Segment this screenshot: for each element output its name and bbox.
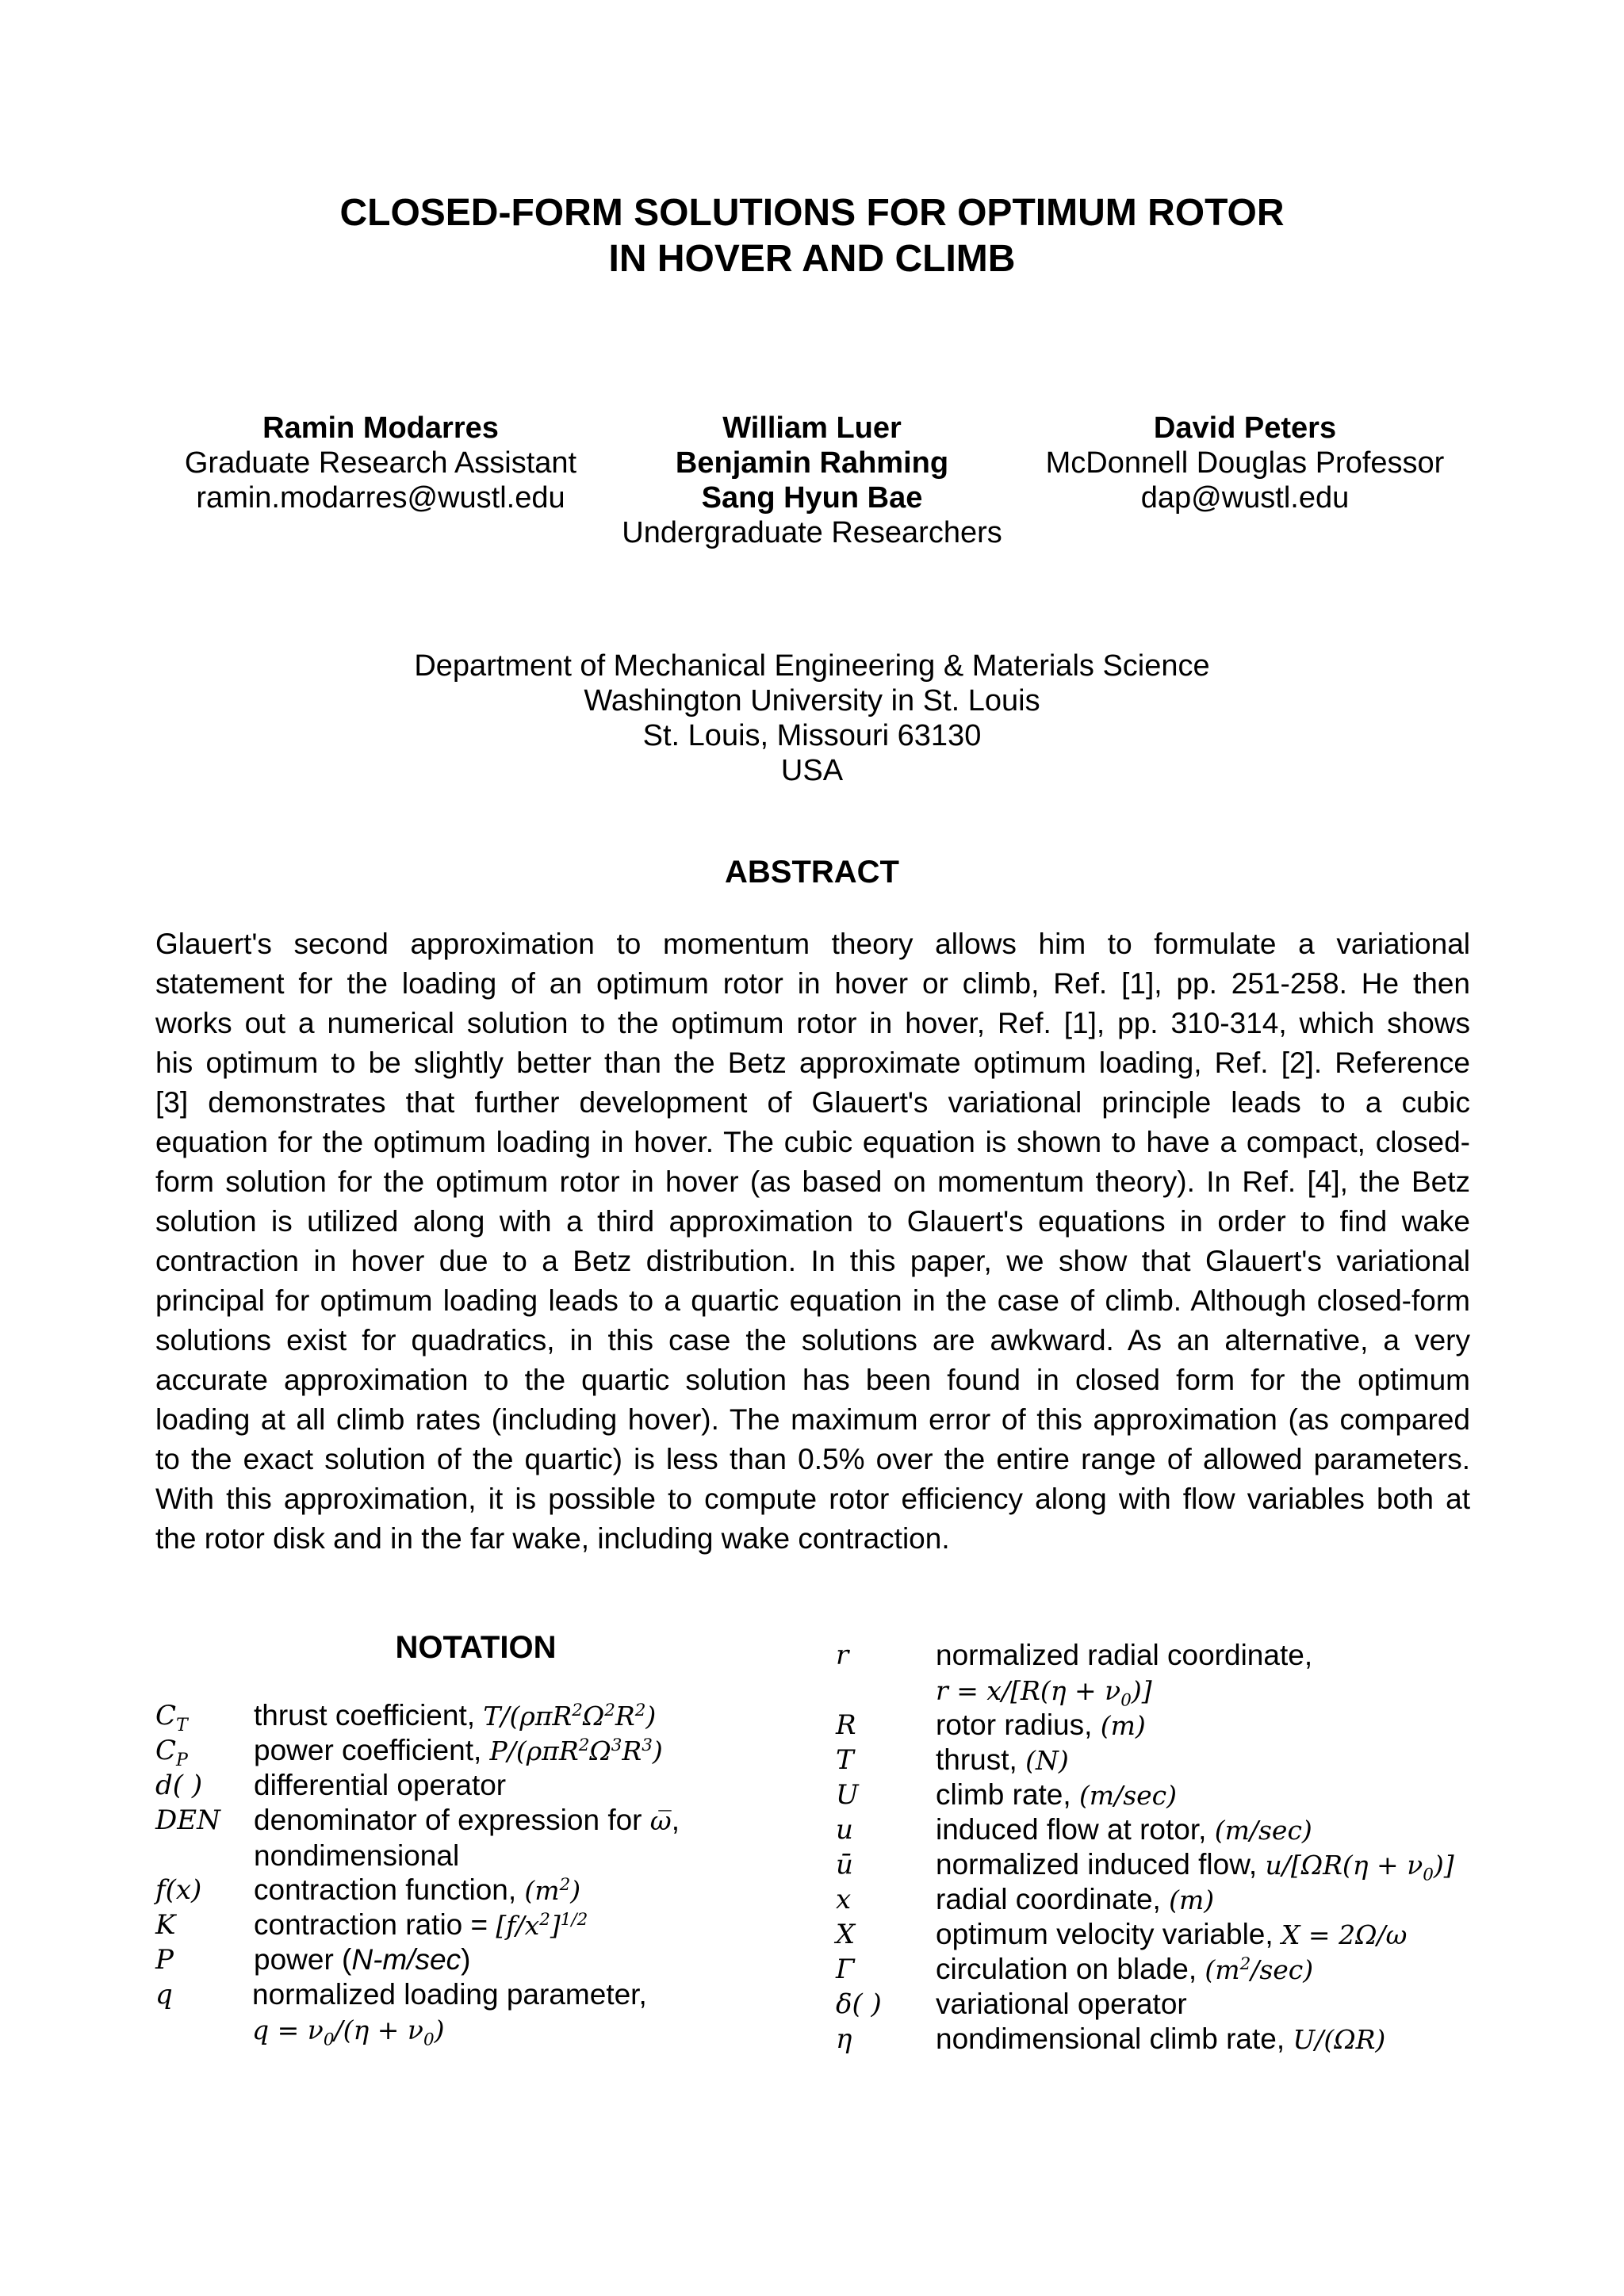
author-name: Benjamin Rahming <box>675 446 949 480</box>
abstract-line: form solution for the optimum rotor in hover (as based on momentum theory). In Ref. [4], the Betz <box>155 1165 1470 1198</box>
notation-symbol: q <box>155 1979 173 2011</box>
affiliation-line: Washington University in St. Louis <box>584 684 1040 718</box>
notation-symbol: x <box>836 1884 852 1915</box>
author-name: Ramin Modarres <box>262 411 499 445</box>
notation-definition: circulation on blade, $(m^2/\sec)$ <box>936 1953 1314 1985</box>
notation-definition: differential operator <box>254 1769 507 1801</box>
abstract-heading: ABSTRACT <box>725 855 899 890</box>
title-line-2: IN HOVER AND CLIMB <box>608 238 1016 280</box>
notation-heading: NOTATION <box>395 1630 557 1665</box>
notation-symbol: $C_T$ <box>155 1700 188 1735</box>
notation-symbol: d( ) <box>155 1770 203 1801</box>
affiliation-line: Department of Mechanical Engineering & Materials Science <box>414 649 1210 683</box>
notation-symbol: Γ <box>836 1954 855 1985</box>
notation-symbol: X <box>836 1919 856 1950</box>
notation-symbol: DEN <box>155 1804 220 1836</box>
notation-definition: climb rate, (m/sec) <box>936 1778 1178 1811</box>
author-block-right <box>1023 411 1467 515</box>
author-email: ramin.modarres@wustl.edu <box>196 481 565 515</box>
notation-definition: power coefficient, $P/(\rho\pi R^2\Omega^3R^3)$ <box>254 1734 663 1766</box>
notation-definition: radial coordinate, (m) <box>936 1883 1215 1915</box>
author-name: David Peters <box>1153 411 1337 445</box>
notation-definition: nondimensional climb rate, U/(ΩR) <box>936 2022 1386 2055</box>
notation-definition: variational operator <box>936 1988 1187 2020</box>
abstract-line: Glauert's second approximation to momentum theory allows him to formulate a variational <box>155 928 1470 960</box>
abstract-line: solution is utilized along with a third approximation to Glauert's equations in order to find wake <box>155 1205 1470 1238</box>
notation-definition: thrust coefficient, $T/(\rho\pi R^2\Omega^2R^2)$ <box>254 1699 657 1732</box>
notation-definition: thrust, (N) <box>936 1743 1069 1776</box>
abstract-line: the rotor disk and in the far wake, including wake contraction. <box>155 1522 950 1555</box>
notation-symbol: K <box>155 1909 176 1941</box>
author-name: William Luer <box>722 411 902 445</box>
notation-definition: optimum velocity variable, X = 2Ω/ω <box>936 1918 1408 1950</box>
abstract-line: to the exact solution of the quartic) is less than 0.5% over the entire range of allowed parameters. <box>155 1443 1470 1475</box>
notation-symbol: u <box>836 1814 853 1846</box>
author-role: McDonnell Douglas Professor <box>1045 446 1445 480</box>
abstract-line: statement for the loading of an optimum rotor in hover or climb, Ref. [1], pp. 251-258. He then <box>155 967 1470 1000</box>
notation-symbol: T <box>836 1744 854 1776</box>
abstract-line: With this approximation, it is possible to compute rotor efficiency along with flow variables both at <box>155 1483 1470 1515</box>
author-role: Undergraduate Researchers <box>622 516 1002 549</box>
notation-definition: contraction function, $(m^2)$ <box>254 1873 581 1906</box>
abstract-line: [3] demonstrates that further development of Glauert's variational principle leads to a cubic <box>155 1086 1470 1119</box>
notation-definition: normalized radial coordinate, $r = x/[R(\eta + \nu_0)]$ <box>936 1639 1313 1711</box>
title-line-1: CLOSED-FORM SOLUTIONS FOR OPTIMUM ROTOR <box>339 192 1285 234</box>
notation-symbol: P <box>155 1944 174 1976</box>
affiliation-line: St. Louis, Missouri 63130 <box>642 719 982 752</box>
notation-symbol: ū <box>836 1849 853 1881</box>
notation-symbol: R <box>836 1709 856 1741</box>
affiliation-line: USA <box>780 754 844 787</box>
abstract-line: his optimum to be slightly better than the Betz approximate optimum loading, Ref. [2]. Reference <box>155 1047 1470 1079</box>
author-role: Graduate Research Assistant <box>184 446 577 480</box>
author-email: dap@wustl.edu <box>1140 481 1350 515</box>
abstract-line: principal for optimum loading leads to a quartic equation in the case of climb. Although closed-form <box>155 1284 1470 1317</box>
notation-definition: power (N-m/sec) <box>254 1943 471 1976</box>
abstract-line: works out a numerical solution to the optimum rotor in hover, Ref. [1], pp. 310-314, which shows <box>155 1007 1470 1039</box>
affiliation <box>0 649 1624 788</box>
notation-definition: rotor radius, (m) <box>936 1709 1146 1741</box>
notation-definition: contraction ratio = $[f/x^2]^{1/2}$ <box>254 1908 588 1941</box>
notation-definition: induced flow at rotor, (m/sec) <box>936 1813 1312 1846</box>
notation-symbol: $C_P$ <box>155 1735 188 1770</box>
abstract-line: loading at all climb rates (including hover). The maximum error of this approximation (as compared <box>155 1403 1470 1436</box>
author-name: Sang Hyun Bae <box>701 481 923 515</box>
notation-definition: normalized induced flow, $u/[\Omega R(\eta + \nu_0)]$ <box>936 1848 1454 1885</box>
abstract-line: accurate approximation to the quartic solution has been found in closed form for the optimum <box>155 1364 1470 1396</box>
abstract-line: solutions exist for quadratics, in this case the solutions are awkward. As an alternative, a very <box>155 1324 1470 1357</box>
abstract-body <box>155 924 1470 1559</box>
notation-definition: denominator of expression for ω̅, nondimensional <box>254 1804 680 1872</box>
paper-title <box>0 190 1624 282</box>
notation-symbol: f(x) <box>155 1874 202 1906</box>
notation-symbol: U <box>836 1779 859 1811</box>
notation-symbol: δ( ) <box>836 1988 882 2020</box>
abstract-line: equation for the optimum loading in hover. The cubic equation is shown to have a compact, closed- <box>155 1126 1470 1158</box>
notation-symbol: η <box>836 2023 852 2055</box>
notation-symbol: r <box>836 1640 849 1671</box>
abstract-line: contraction in hover due to a Betz distribution. In this paper, we show that Glauert's variational <box>155 1245 1470 1277</box>
notation-definition: normalized loading parameter, $q = \nu_0/(\eta + \nu_0)$ <box>252 1978 647 2050</box>
author-block-left <box>151 411 611 515</box>
author-block-center <box>598 411 1026 550</box>
